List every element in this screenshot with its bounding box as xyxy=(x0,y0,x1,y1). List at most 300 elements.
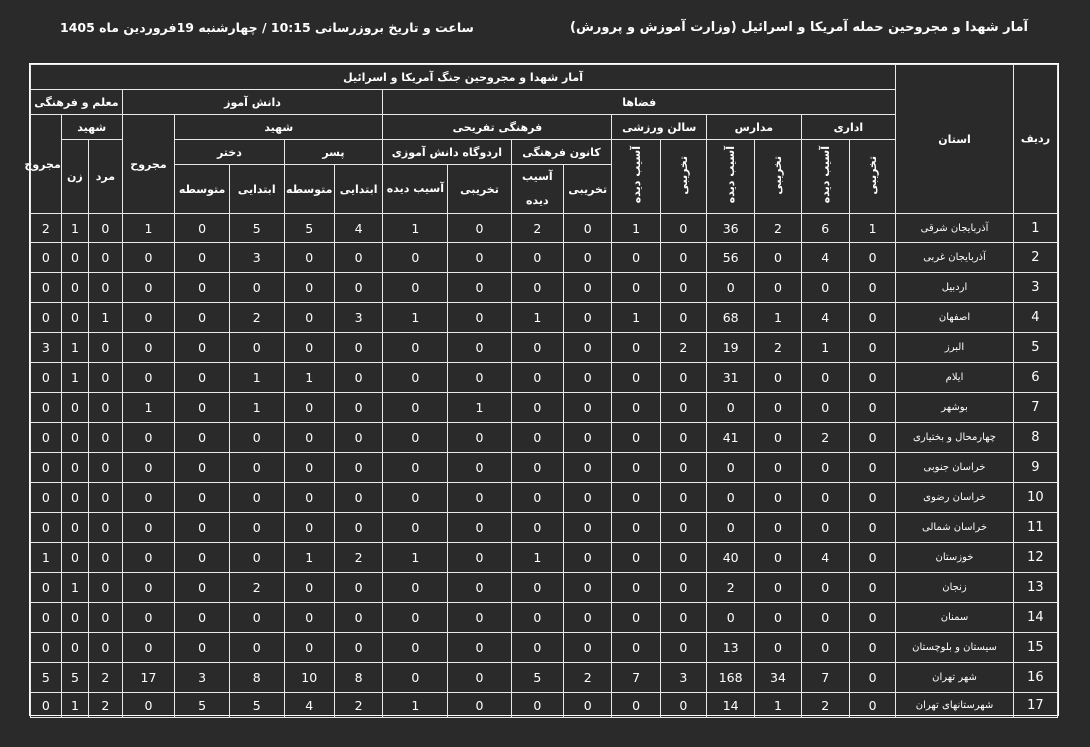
col-schools-destroyed: تخریبی xyxy=(755,140,801,214)
value-cell: 0 xyxy=(612,513,660,543)
value-cell: 0 xyxy=(564,693,612,718)
value-cell: 0 xyxy=(122,693,175,718)
value-cell: 1 xyxy=(229,363,284,393)
value-cell: 0 xyxy=(31,363,62,393)
value-cell: 0 xyxy=(122,603,175,633)
value-cell: 0 xyxy=(122,633,175,663)
row-index: 10 xyxy=(1013,483,1057,513)
value-cell: 0 xyxy=(175,543,230,573)
province-name: سیستان و بلوچستان xyxy=(896,633,1014,663)
value-cell: 8 xyxy=(334,663,382,693)
value-cell: 0 xyxy=(755,543,801,573)
value-cell: 0 xyxy=(31,273,62,303)
value-cell: 0 xyxy=(801,393,849,423)
value-cell: 0 xyxy=(511,453,564,483)
value-cell: 0 xyxy=(284,483,334,513)
value-cell: 0 xyxy=(122,423,175,453)
value-cell: 0 xyxy=(89,453,123,483)
value-cell: 0 xyxy=(175,633,230,663)
value-cell: 0 xyxy=(612,633,660,663)
col-schools-damaged: آسیب دیده xyxy=(707,140,755,214)
col-row-header: ردیف xyxy=(1013,65,1057,214)
province-name: خوزستان xyxy=(896,543,1014,573)
value-cell: 36 xyxy=(707,214,755,243)
value-cell: 0 xyxy=(564,513,612,543)
value-cell: 0 xyxy=(511,243,564,273)
value-cell: 0 xyxy=(229,513,284,543)
value-cell: 0 xyxy=(755,423,801,453)
value-cell: 0 xyxy=(707,483,755,513)
value-cell: 0 xyxy=(612,273,660,303)
sub-kanoon: کانون فرهنگی xyxy=(511,140,612,165)
value-cell: 0 xyxy=(61,273,88,303)
table-body xyxy=(31,214,1058,718)
value-cell: 0 xyxy=(89,543,123,573)
table-row xyxy=(31,543,1058,573)
province-name: خراسان رضوی xyxy=(896,483,1014,513)
value-cell: 0 xyxy=(284,633,334,663)
value-cell: 0 xyxy=(448,603,511,633)
value-cell: 0 xyxy=(61,423,88,453)
row-index: 17 xyxy=(1013,693,1057,718)
row-index: 13 xyxy=(1013,573,1057,603)
value-cell: 34 xyxy=(755,663,801,693)
value-cell: 1 xyxy=(61,573,88,603)
table-title: آمار شهدا و مجروحین جنگ آمریکا و اسرائیل xyxy=(31,65,896,90)
value-cell: 0 xyxy=(229,483,284,513)
sub-girl: دختر xyxy=(175,140,284,165)
value-cell: 0 xyxy=(660,633,706,663)
value-cell: 0 xyxy=(334,393,382,423)
value-cell: 0 xyxy=(448,483,511,513)
value-cell: 0 xyxy=(849,333,895,363)
value-cell: 0 xyxy=(229,333,284,363)
value-cell: 0 xyxy=(849,633,895,663)
value-cell: 0 xyxy=(564,363,612,393)
value-cell: 0 xyxy=(334,363,382,393)
col-boy-elementary: ابتدایی xyxy=(334,165,382,214)
value-cell: 1 xyxy=(89,303,123,333)
value-cell: 0 xyxy=(122,303,175,333)
value-cell: 0 xyxy=(383,573,448,603)
value-cell: 0 xyxy=(612,333,660,363)
value-cell: 0 xyxy=(122,453,175,483)
value-cell: 2 xyxy=(660,333,706,363)
value-cell: 1 xyxy=(612,303,660,333)
value-cell: 5 xyxy=(511,663,564,693)
value-cell: 0 xyxy=(849,543,895,573)
value-cell: 0 xyxy=(707,393,755,423)
value-cell: 2 xyxy=(801,693,849,718)
value-cell: 1 xyxy=(61,693,88,718)
table-row xyxy=(31,453,1058,483)
table-row xyxy=(31,603,1058,633)
value-cell: 0 xyxy=(122,483,175,513)
value-cell: 0 xyxy=(755,603,801,633)
value-cell: 0 xyxy=(61,543,88,573)
value-cell: 0 xyxy=(334,603,382,633)
value-cell: 0 xyxy=(284,453,334,483)
value-cell: 56 xyxy=(707,243,755,273)
value-cell: 0 xyxy=(334,513,382,543)
value-cell: 1 xyxy=(61,214,88,243)
value-cell: 2 xyxy=(755,333,801,363)
value-cell: 0 xyxy=(383,423,448,453)
sub-boy: پسر xyxy=(284,140,383,165)
value-cell: 0 xyxy=(849,273,895,303)
value-cell: 4 xyxy=(801,303,849,333)
value-cell: 0 xyxy=(660,513,706,543)
value-cell: 2 xyxy=(707,573,755,603)
value-cell: 0 xyxy=(660,453,706,483)
province-name: اردبیل xyxy=(896,273,1014,303)
value-cell: 0 xyxy=(89,333,123,363)
value-cell: 0 xyxy=(175,303,230,333)
value-cell: 2 xyxy=(334,693,382,718)
value-cell: 0 xyxy=(122,243,175,273)
value-cell: 0 xyxy=(849,513,895,543)
group-teachers: معلم و فرهنگی xyxy=(31,90,123,115)
value-cell: 0 xyxy=(284,573,334,603)
value-cell: 0 xyxy=(564,423,612,453)
update-timestamp: ساعت و تاریخ بروزرسانی 10:15 / چهارشنبه 19فروردین ماه 1405 xyxy=(60,20,474,35)
value-cell: 0 xyxy=(755,633,801,663)
value-cell: 0 xyxy=(175,214,230,243)
row-index: 3 xyxy=(1013,273,1057,303)
table-row xyxy=(31,303,1058,333)
value-cell: 0 xyxy=(660,363,706,393)
value-cell: 0 xyxy=(383,513,448,543)
value-cell: 0 xyxy=(755,243,801,273)
row-index: 12 xyxy=(1013,543,1057,573)
value-cell: 0 xyxy=(660,543,706,573)
value-cell: 0 xyxy=(564,453,612,483)
col-student-injured: مجروح xyxy=(122,115,175,214)
province-name: آذربایجان غربی xyxy=(896,243,1014,273)
value-cell: 1 xyxy=(122,214,175,243)
value-cell: 0 xyxy=(175,573,230,603)
sub-student-martyrs: شهید xyxy=(175,115,383,140)
value-cell: 0 xyxy=(660,693,706,718)
row-index: 14 xyxy=(1013,603,1057,633)
row-index: 8 xyxy=(1013,423,1057,453)
province-name: سمنان xyxy=(896,603,1014,633)
province-name: خراسان جنوبی xyxy=(896,453,1014,483)
value-cell: 5 xyxy=(229,214,284,243)
value-cell: 0 xyxy=(612,603,660,633)
value-cell: 0 xyxy=(612,483,660,513)
value-cell: 0 xyxy=(511,633,564,663)
table-row xyxy=(31,633,1058,663)
row-index: 11 xyxy=(1013,513,1057,543)
value-cell: 0 xyxy=(849,363,895,393)
value-cell: 1 xyxy=(229,393,284,423)
group-spaces: فضاها xyxy=(383,90,896,115)
value-cell: 0 xyxy=(448,543,511,573)
value-cell: 0 xyxy=(849,393,895,423)
value-cell: 0 xyxy=(61,483,88,513)
table-row xyxy=(31,333,1058,363)
value-cell: 0 xyxy=(755,453,801,483)
value-cell: 0 xyxy=(564,243,612,273)
value-cell: 0 xyxy=(660,273,706,303)
col-camp-damaged: آسیب دیده xyxy=(383,165,448,214)
value-cell: 0 xyxy=(448,693,511,718)
table-row xyxy=(31,243,1058,273)
value-cell: 0 xyxy=(564,573,612,603)
value-cell: 0 xyxy=(612,393,660,423)
value-cell: 0 xyxy=(61,603,88,633)
col-kanoon-damaged: آسیب دیده xyxy=(511,165,564,214)
value-cell: 0 xyxy=(801,513,849,543)
province-name: خراسان شمالی xyxy=(896,513,1014,543)
value-cell: 0 xyxy=(660,393,706,423)
statistics-table xyxy=(24,64,1058,718)
value-cell: 0 xyxy=(89,363,123,393)
value-cell: 0 xyxy=(383,243,448,273)
value-cell: 0 xyxy=(660,483,706,513)
value-cell: 2 xyxy=(229,303,284,333)
value-cell: 0 xyxy=(511,513,564,543)
value-cell: 0 xyxy=(707,603,755,633)
report-title: آمار شهدا و مجروحین حمله آمریکا و اسرائیل (وزارت آموزش و پرورش) xyxy=(570,20,1028,35)
value-cell: 0 xyxy=(31,393,62,423)
province-name: البرز xyxy=(896,333,1014,363)
value-cell: 0 xyxy=(511,693,564,718)
value-cell: 5 xyxy=(175,693,230,718)
value-cell: 0 xyxy=(660,303,706,333)
value-cell: 0 xyxy=(31,483,62,513)
value-cell: 3 xyxy=(229,243,284,273)
value-cell: 0 xyxy=(89,513,123,543)
value-cell: 0 xyxy=(175,453,230,483)
row-index: 9 xyxy=(1013,453,1057,483)
value-cell: 0 xyxy=(61,513,88,543)
province-name: زنجان xyxy=(896,573,1014,603)
value-cell: 0 xyxy=(383,363,448,393)
value-cell: 0 xyxy=(612,693,660,718)
value-cell: 0 xyxy=(334,273,382,303)
value-cell: 0 xyxy=(849,663,895,693)
value-cell: 0 xyxy=(564,633,612,663)
value-cell: 0 xyxy=(334,573,382,603)
value-cell: 0 xyxy=(564,303,612,333)
value-cell: 0 xyxy=(448,214,511,243)
value-cell: 0 xyxy=(229,423,284,453)
value-cell: 4 xyxy=(801,243,849,273)
value-cell: 0 xyxy=(31,453,62,483)
value-cell: 0 xyxy=(89,393,123,423)
row-index: 7 xyxy=(1013,393,1057,423)
value-cell: 0 xyxy=(612,543,660,573)
value-cell: 1 xyxy=(284,363,334,393)
value-cell: 1 xyxy=(61,363,88,393)
table-row xyxy=(31,513,1058,543)
value-cell: 0 xyxy=(61,303,88,333)
col-girl-middle: متوسطه xyxy=(175,165,230,214)
value-cell: 0 xyxy=(448,333,511,363)
value-cell: 0 xyxy=(31,693,62,718)
sub-cultural: فرهنگی تفریحی xyxy=(383,115,612,140)
value-cell: 0 xyxy=(564,603,612,633)
value-cell: 0 xyxy=(89,243,123,273)
sub-gym: سالن ورزشی xyxy=(612,115,707,140)
value-cell: 1 xyxy=(612,214,660,243)
value-cell: 2 xyxy=(89,693,123,718)
value-cell: 0 xyxy=(448,273,511,303)
value-cell: 0 xyxy=(31,603,62,633)
value-cell: 0 xyxy=(511,393,564,423)
value-cell: 3 xyxy=(31,333,62,363)
value-cell: 0 xyxy=(89,573,123,603)
value-cell: 0 xyxy=(89,603,123,633)
value-cell: 0 xyxy=(229,453,284,483)
value-cell: 0 xyxy=(122,273,175,303)
table-row xyxy=(31,693,1058,718)
col-admin-damaged: آسیب دیده xyxy=(801,140,849,214)
value-cell: 0 xyxy=(31,573,62,603)
value-cell: 1 xyxy=(284,543,334,573)
value-cell: 19 xyxy=(707,333,755,363)
col-girl-elementary: ابتدایی xyxy=(229,165,284,214)
value-cell: 1 xyxy=(31,543,62,573)
value-cell: 40 xyxy=(707,543,755,573)
value-cell: 0 xyxy=(229,543,284,573)
row-index: 2 xyxy=(1013,243,1057,273)
value-cell: 3 xyxy=(175,663,230,693)
value-cell: 1 xyxy=(61,333,88,363)
value-cell: 1 xyxy=(511,543,564,573)
province-name: چهارمحال و بختیاری xyxy=(896,423,1014,453)
value-cell: 0 xyxy=(89,423,123,453)
value-cell: 5 xyxy=(229,693,284,718)
value-cell: 0 xyxy=(660,603,706,633)
value-cell: 0 xyxy=(564,393,612,423)
value-cell: 0 xyxy=(175,423,230,453)
value-cell: 2 xyxy=(31,214,62,243)
value-cell: 0 xyxy=(284,333,334,363)
value-cell: 14 xyxy=(707,693,755,718)
sub-teacher-martyrs: شهید xyxy=(61,115,122,140)
value-cell: 0 xyxy=(122,333,175,363)
col-camp-destroyed: تخریبی xyxy=(448,165,511,214)
value-cell: 1 xyxy=(383,693,448,718)
value-cell: 0 xyxy=(284,513,334,543)
value-cell: 0 xyxy=(284,273,334,303)
value-cell: 0 xyxy=(755,573,801,603)
table-row xyxy=(31,483,1058,513)
value-cell: 0 xyxy=(383,453,448,483)
value-cell: 3 xyxy=(660,663,706,693)
value-cell: 0 xyxy=(448,663,511,693)
value-cell: 0 xyxy=(122,363,175,393)
value-cell: 0 xyxy=(31,633,62,663)
value-cell: 0 xyxy=(849,603,895,633)
value-cell: 0 xyxy=(61,453,88,483)
value-cell: 1 xyxy=(755,303,801,333)
value-cell: 0 xyxy=(564,483,612,513)
value-cell: 1 xyxy=(801,333,849,363)
col-teacher-female: زن xyxy=(61,140,88,214)
value-cell: 0 xyxy=(511,483,564,513)
value-cell: 3 xyxy=(334,303,382,333)
value-cell: 0 xyxy=(31,423,62,453)
value-cell: 0 xyxy=(383,333,448,363)
value-cell: 0 xyxy=(61,633,88,663)
value-cell: 4 xyxy=(334,214,382,243)
value-cell: 0 xyxy=(707,273,755,303)
value-cell: 13 xyxy=(707,633,755,663)
value-cell: 1 xyxy=(448,393,511,423)
value-cell: 4 xyxy=(801,543,849,573)
value-cell: 0 xyxy=(448,303,511,333)
value-cell: 0 xyxy=(334,333,382,363)
value-cell: 0 xyxy=(849,573,895,603)
value-cell: 0 xyxy=(849,303,895,333)
value-cell: 0 xyxy=(122,573,175,603)
value-cell: 0 xyxy=(707,513,755,543)
value-cell: 0 xyxy=(612,363,660,393)
value-cell: 2 xyxy=(511,214,564,243)
value-cell: 0 xyxy=(175,603,230,633)
value-cell: 0 xyxy=(175,333,230,363)
col-gym-destroyed: تخریبی xyxy=(660,140,706,214)
value-cell: 0 xyxy=(511,273,564,303)
value-cell: 0 xyxy=(564,273,612,303)
row-index: 1 xyxy=(1013,214,1057,243)
value-cell: 0 xyxy=(122,543,175,573)
value-cell: 4 xyxy=(284,693,334,718)
province-name: اصفهان xyxy=(896,303,1014,333)
province-name: آذربایجان شرقی xyxy=(896,214,1014,243)
value-cell: 2 xyxy=(334,543,382,573)
value-cell: 0 xyxy=(284,603,334,633)
value-cell: 2 xyxy=(755,214,801,243)
value-cell: 0 xyxy=(284,243,334,273)
value-cell: 1 xyxy=(122,393,175,423)
col-kanoon-destroyed: تخریبی xyxy=(564,165,612,214)
province-name: بوشهر xyxy=(896,393,1014,423)
value-cell: 0 xyxy=(284,423,334,453)
value-cell: 0 xyxy=(229,273,284,303)
value-cell: 0 xyxy=(755,513,801,543)
value-cell: 0 xyxy=(660,423,706,453)
value-cell: 0 xyxy=(801,633,849,663)
value-cell: 0 xyxy=(175,483,230,513)
value-cell: 0 xyxy=(122,513,175,543)
value-cell: 0 xyxy=(31,243,62,273)
value-cell: 0 xyxy=(564,214,612,243)
province-name: شهر تهران xyxy=(896,663,1014,693)
value-cell: 1 xyxy=(383,303,448,333)
value-cell: 0 xyxy=(334,243,382,273)
value-cell: 0 xyxy=(31,303,62,333)
sub-admin: اداری xyxy=(801,115,896,140)
value-cell: 7 xyxy=(801,663,849,693)
value-cell: 0 xyxy=(511,363,564,393)
top-bar xyxy=(0,0,1090,60)
col-teacher-male: مرد xyxy=(89,140,123,214)
value-cell: 0 xyxy=(849,453,895,483)
value-cell: 0 xyxy=(801,483,849,513)
value-cell: 0 xyxy=(229,603,284,633)
value-cell: 31 xyxy=(707,363,755,393)
value-cell: 0 xyxy=(511,423,564,453)
table-row xyxy=(31,273,1058,303)
value-cell: 0 xyxy=(612,453,660,483)
row-index: 15 xyxy=(1013,633,1057,663)
value-cell: 0 xyxy=(383,393,448,423)
